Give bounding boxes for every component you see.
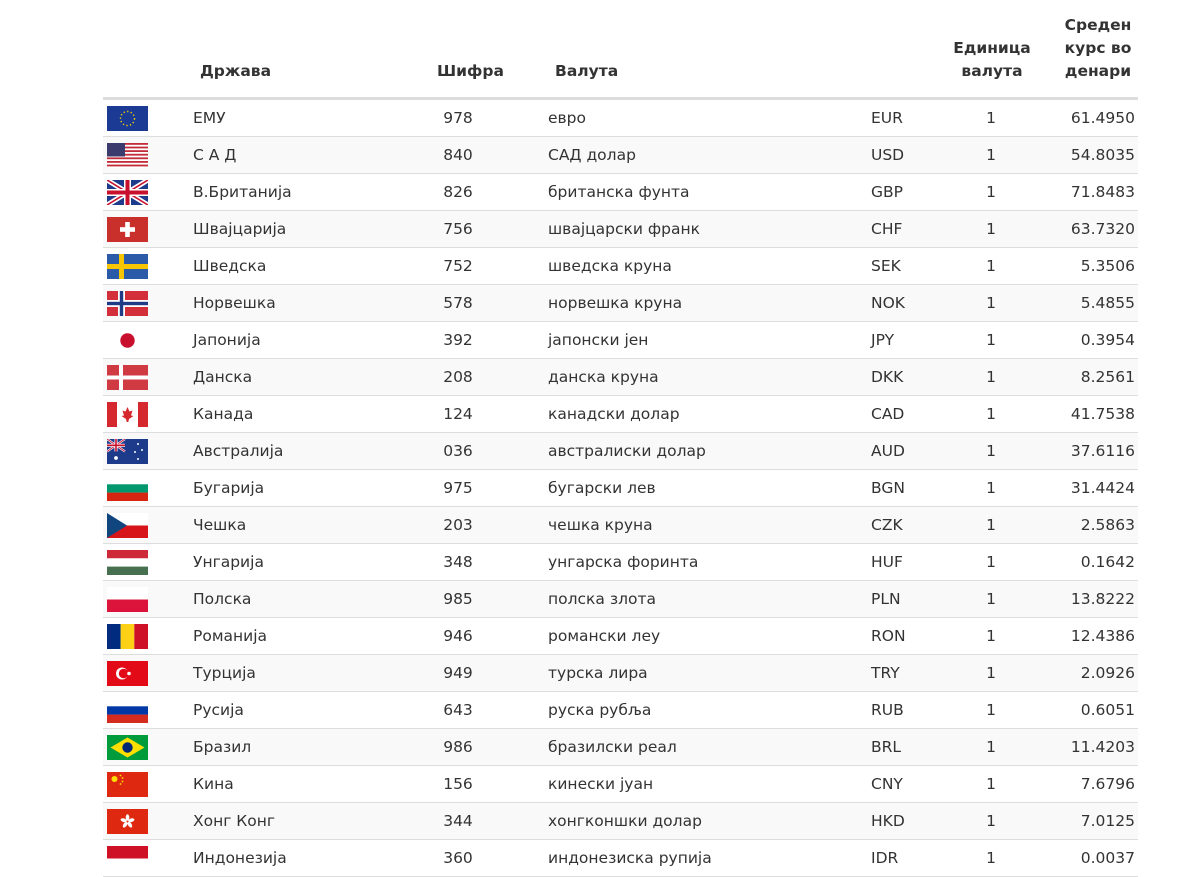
country-name: Норвешка xyxy=(193,294,276,312)
currency-iso-code: SEK xyxy=(871,257,901,275)
ch-flag-icon xyxy=(107,217,148,242)
table-header xyxy=(103,0,1138,100)
table-row xyxy=(103,137,1138,174)
currency-unit: 1 xyxy=(986,368,996,386)
currency-unit: 1 xyxy=(986,331,996,349)
currency-unit: 1 xyxy=(986,479,996,497)
table-row xyxy=(103,433,1138,470)
country-name: Австралија xyxy=(193,442,284,460)
mid-rate-value: 0.1642 xyxy=(1080,553,1135,571)
mid-rate-value: 7.6796 xyxy=(1080,775,1135,793)
currency-unit: 1 xyxy=(986,294,996,312)
country-name: В.Британија xyxy=(193,183,292,201)
mid-rate-value: 71.8483 xyxy=(1070,183,1135,201)
currency-iso-code: EUR xyxy=(871,109,903,127)
mid-rate-value: 2.0926 xyxy=(1080,664,1135,682)
header-country: Држава xyxy=(200,62,272,80)
mid-rate-value: 5.4855 xyxy=(1080,294,1135,312)
currency-name: канадски долар xyxy=(548,405,680,423)
country-name: С А Д xyxy=(193,146,237,164)
currency-iso-code: BRL xyxy=(871,738,902,756)
table-row xyxy=(103,544,1138,581)
currency-name: шведска круна xyxy=(548,257,672,275)
currency-iso-code: NOK xyxy=(871,294,905,312)
table-row xyxy=(103,396,1138,433)
mid-rate-value: 31.4424 xyxy=(1070,479,1135,497)
country-name: Унгарија xyxy=(193,553,264,571)
currency-iso-code: JPY xyxy=(871,331,895,349)
mid-rate-value: 41.7538 xyxy=(1070,405,1135,423)
se-flag-icon xyxy=(107,254,148,279)
currency-unit: 1 xyxy=(986,553,996,571)
hu-flag-icon xyxy=(107,550,148,575)
country-name: Канада xyxy=(193,405,254,423)
currency-unit: 1 xyxy=(986,516,996,534)
currency-unit: 1 xyxy=(986,849,996,867)
currency-name: индонезиска рупија xyxy=(548,849,712,867)
mid-rate-value: 11.4203 xyxy=(1070,738,1135,756)
currency-numeric-code: 946 xyxy=(443,627,473,645)
currency-name: бугарски лев xyxy=(548,479,656,497)
country-name: Русија xyxy=(193,701,244,719)
currency-name: полска злота xyxy=(548,590,656,608)
header-unit-line-2: валута xyxy=(961,62,1023,80)
au-flag-icon xyxy=(107,439,148,464)
ca-flag-icon xyxy=(107,402,148,427)
table-row xyxy=(103,285,1138,322)
table-row xyxy=(103,766,1138,803)
currency-unit: 1 xyxy=(986,442,996,460)
cz-flag-icon xyxy=(107,513,148,538)
mid-rate-value: 63.7320 xyxy=(1070,220,1135,238)
currency-numeric-code: 578 xyxy=(443,294,473,312)
table-row xyxy=(103,618,1138,655)
dk-flag-icon xyxy=(107,365,148,390)
currency-numeric-code: 392 xyxy=(443,331,473,349)
mid-rate-value: 54.8035 xyxy=(1070,146,1135,164)
currency-numeric-code: 985 xyxy=(443,590,473,608)
table-row xyxy=(103,100,1138,137)
mid-rate-value: 2.5863 xyxy=(1080,516,1135,534)
currency-numeric-code: 203 xyxy=(443,516,473,534)
currency-numeric-code: 643 xyxy=(443,701,473,719)
table-row xyxy=(103,211,1138,248)
currency-name: руска рубља xyxy=(548,701,652,719)
currency-unit: 1 xyxy=(986,590,996,608)
table-row xyxy=(103,507,1138,544)
country-name: Индонезија xyxy=(193,849,287,867)
header-code: Шифра xyxy=(437,62,504,80)
currency-numeric-code: 344 xyxy=(443,812,473,830)
currency-name: швајцарски франк xyxy=(548,220,700,238)
currency-iso-code: HKD xyxy=(871,812,905,830)
currency-iso-code: CZK xyxy=(871,516,903,534)
pl-flag-icon xyxy=(107,587,148,612)
cn-flag-icon xyxy=(107,772,148,797)
currency-name: австралиски долар xyxy=(548,442,706,460)
table-row xyxy=(103,359,1138,396)
currency-numeric-code: 975 xyxy=(443,479,473,497)
currency-numeric-code: 949 xyxy=(443,664,473,682)
currency-name: кинески јуан xyxy=(548,775,654,793)
table-row xyxy=(103,803,1138,840)
mid-rate-value: 5.3506 xyxy=(1080,257,1135,275)
currency-numeric-code: 986 xyxy=(443,738,473,756)
header-unit-line-1: Единица xyxy=(953,39,1031,57)
currency-numeric-code: 208 xyxy=(443,368,473,386)
br-flag-icon xyxy=(107,735,148,760)
currency-numeric-code: 840 xyxy=(443,146,473,164)
currency-unit: 1 xyxy=(986,405,996,423)
currency-unit: 1 xyxy=(986,627,996,645)
currency-iso-code: CHF xyxy=(871,220,903,238)
mid-rate-value: 0.3954 xyxy=(1080,331,1135,349)
exchange-rate-table xyxy=(103,0,1138,877)
no-flag-icon xyxy=(107,291,148,316)
country-name: Бразил xyxy=(193,738,252,756)
table-row xyxy=(103,581,1138,618)
header-rate-line-3: денари xyxy=(1064,62,1132,80)
header-rate-line-1: Среден xyxy=(1064,16,1132,34)
currency-name: хонгконшки долар xyxy=(548,812,702,830)
currency-numeric-code: 360 xyxy=(443,849,473,867)
country-name: Хонг Конг xyxy=(193,812,276,830)
currency-name: унгарска форинта xyxy=(548,553,699,571)
table-row xyxy=(103,692,1138,729)
currency-unit: 1 xyxy=(986,664,996,682)
currency-name: САД долар xyxy=(548,146,636,164)
currency-iso-code: RUB xyxy=(871,701,904,719)
currency-numeric-code: 348 xyxy=(443,553,473,571)
table-row xyxy=(103,729,1138,766)
table-row xyxy=(103,322,1138,359)
currency-unit: 1 xyxy=(986,812,996,830)
country-name: Јапонија xyxy=(193,331,261,349)
header-unit xyxy=(951,37,1033,83)
currency-unit: 1 xyxy=(986,775,996,793)
currency-iso-code: PLN xyxy=(871,590,901,608)
mid-rate-value: 0.6051 xyxy=(1080,701,1135,719)
header-rate xyxy=(1058,14,1138,83)
mid-rate-value: 0.0037 xyxy=(1080,849,1135,867)
currency-name: романски леу xyxy=(548,627,661,645)
country-name: ЕМУ xyxy=(193,109,226,127)
currency-numeric-code: 124 xyxy=(443,405,473,423)
hk-flag-icon xyxy=(107,809,148,834)
currency-numeric-code: 826 xyxy=(443,183,473,201)
header-rate-line-2: курс во xyxy=(1064,39,1132,57)
table-row xyxy=(103,174,1138,211)
gb-flag-icon xyxy=(107,180,148,205)
table-row xyxy=(103,470,1138,507)
currency-unit: 1 xyxy=(986,183,996,201)
mid-rate-value: 12.4386 xyxy=(1070,627,1135,645)
country-name: Чешка xyxy=(193,516,247,534)
country-name: Шведска xyxy=(193,257,267,275)
currency-name: евро xyxy=(548,109,586,127)
currency-iso-code: CNY xyxy=(871,775,903,793)
country-name: Полска xyxy=(193,590,252,608)
currency-unit: 1 xyxy=(986,257,996,275)
eu-flag-icon xyxy=(107,106,148,131)
currency-iso-code: CAD xyxy=(871,405,905,423)
currency-iso-code: BGN xyxy=(871,479,905,497)
ru-flag-icon xyxy=(107,698,148,723)
currency-numeric-code: 978 xyxy=(443,109,473,127)
country-name: Швајцарија xyxy=(193,220,287,238)
currency-iso-code: AUD xyxy=(871,442,905,460)
currency-iso-code: USD xyxy=(871,146,905,164)
currency-iso-code: DKK xyxy=(871,368,904,386)
currency-name: норвешка круна xyxy=(548,294,683,312)
currency-numeric-code: 756 xyxy=(443,220,473,238)
currency-name: бразилски реал xyxy=(548,738,677,756)
bg-flag-icon xyxy=(107,476,148,501)
currency-iso-code: HUF xyxy=(871,553,903,571)
mid-rate-value: 7.0125 xyxy=(1080,812,1135,830)
table-row xyxy=(103,840,1138,877)
tr-flag-icon xyxy=(107,661,148,686)
currency-iso-code: TRY xyxy=(871,664,900,682)
table-body xyxy=(103,100,1138,877)
mid-rate-value: 13.8222 xyxy=(1070,590,1135,608)
currency-unit: 1 xyxy=(986,146,996,164)
currency-iso-code: GBP xyxy=(871,183,903,201)
currency-unit: 1 xyxy=(986,220,996,238)
currency-unit: 1 xyxy=(986,109,996,127)
currency-numeric-code: 752 xyxy=(443,257,473,275)
currency-name: данска круна xyxy=(548,368,659,386)
ro-flag-icon xyxy=(107,624,148,649)
country-name: Кина xyxy=(193,775,234,793)
currency-name: британска фунта xyxy=(548,183,690,201)
currency-unit: 1 xyxy=(986,701,996,719)
country-name: Турција xyxy=(193,664,256,682)
mid-rate-value: 37.6116 xyxy=(1070,442,1135,460)
country-name: Бугарија xyxy=(193,479,265,497)
currency-name: чешка круна xyxy=(548,516,653,534)
country-name: Романија xyxy=(193,627,268,645)
mid-rate-value: 61.4950 xyxy=(1070,109,1135,127)
currency-iso-code: RON xyxy=(871,627,906,645)
currency-numeric-code: 156 xyxy=(443,775,473,793)
jp-flag-icon xyxy=(107,328,148,353)
header-currency: Валута xyxy=(555,62,619,80)
table-row xyxy=(103,248,1138,285)
currency-name: јапонски јен xyxy=(548,331,649,349)
table-row xyxy=(103,655,1138,692)
currency-iso-code: IDR xyxy=(871,849,899,867)
currency-name: турска лира xyxy=(548,664,648,682)
currency-numeric-code: 036 xyxy=(443,442,473,460)
us-flag-icon xyxy=(107,143,148,168)
id-flag-icon xyxy=(107,846,148,871)
country-name: Данска xyxy=(193,368,253,386)
currency-unit: 1 xyxy=(986,738,996,756)
mid-rate-value: 8.2561 xyxy=(1080,368,1135,386)
